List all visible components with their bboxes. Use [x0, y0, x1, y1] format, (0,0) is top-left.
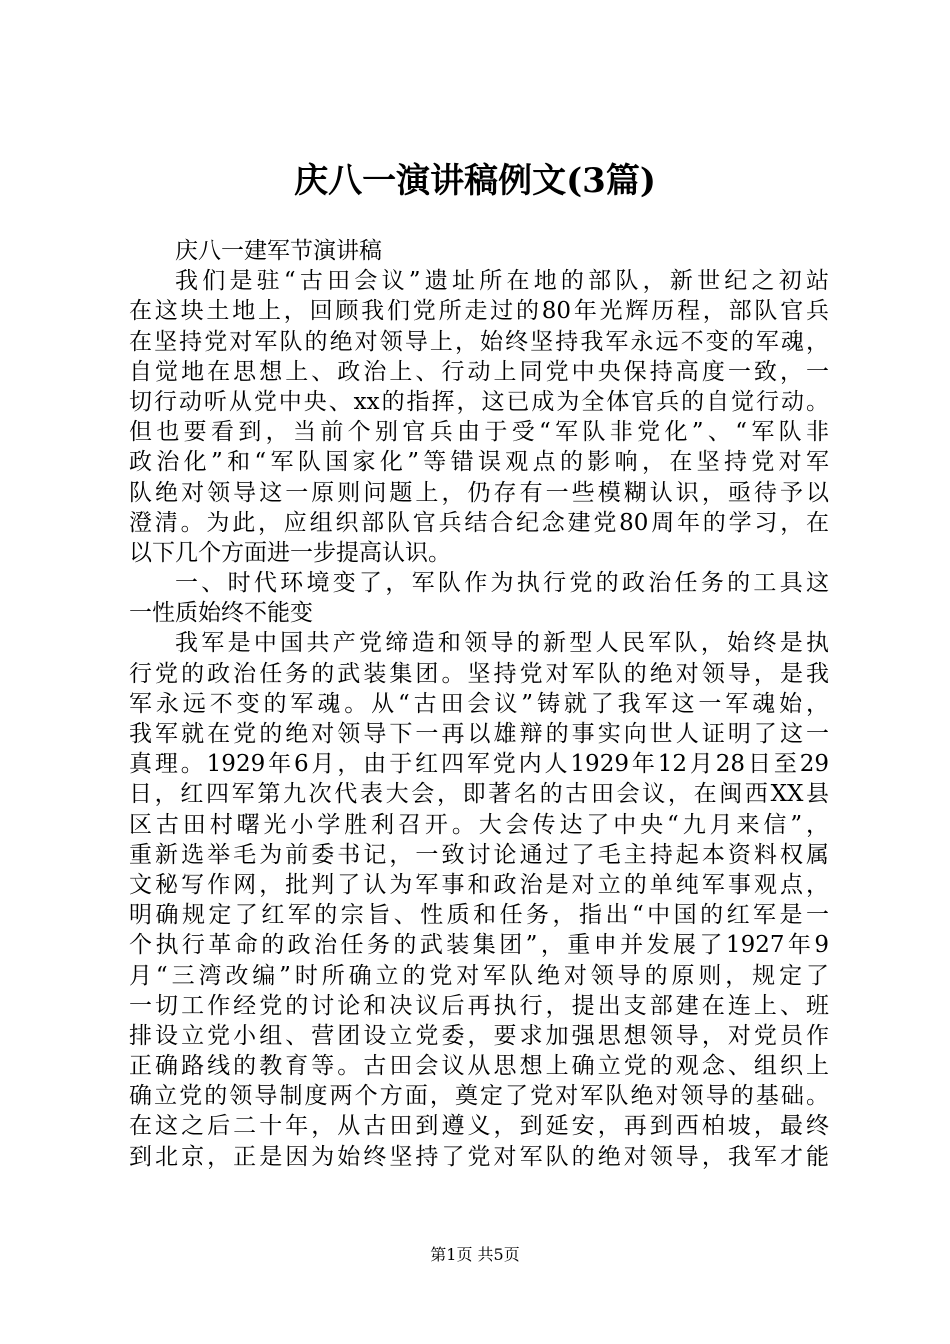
- text-line: 到北京，正是因为始终坚持了党对军队的绝对领导，我军才能: [129, 1143, 829, 1170]
- text-line: 以下几个方面进一步提高认识。: [129, 539, 451, 566]
- text-line: 我们是驻“古田会议”遗址所在地的部队，新世纪之初站: [175, 268, 829, 295]
- text-line: 但也要看到，当前个别官兵由于受“军队非党化”、“军队非: [129, 419, 829, 446]
- text-line: 一切工作经党的讨论和决议后再执行，提出支部建在连上、班: [129, 992, 829, 1019]
- document-body: [129, 236, 829, 1172]
- text-line: 我军就在党的绝对领导下一再以雄辩的事实向世人证明了这一: [129, 721, 829, 747]
- text-line: 真理。1929年6月，由于红四军党内人1929年12月28日至29: [129, 751, 829, 778]
- text-line: 文秘写作网，批判了认为军事和政治是对立的单纯军事观点，: [129, 871, 829, 898]
- document-title: 庆八一演讲稿例文(3篇): [294, 161, 656, 201]
- text-line: 我军是中国共产党缔造和领导的新型人民军队，始终是执: [175, 630, 829, 657]
- text-line: 澄清。为此，应组织部队官兵结合纪念建党80周年的学习，在: [129, 509, 829, 536]
- text-line: 月“三湾改编”时所确立的党对军队绝对领导的原则，规定了: [129, 962, 829, 989]
- text-line: 日，红四军第九次代表大会，即著名的古田会议，在闽西XX县: [129, 781, 829, 808]
- text-line: 切行动听从党中央、xx的指挥，这已成为全体官兵的自觉行动。: [129, 388, 829, 415]
- text-line: 个执行革命的政治任务的武装集团”，重申并发展了1927年9: [129, 932, 829, 959]
- text-line: 军永远不变的军魂。从“古田会议”铸就了我军这一军魂始，: [129, 690, 829, 717]
- text-line: 庆八一建军节演讲稿: [175, 238, 382, 264]
- text-line: 确立党的领导制度两个方面，奠定了党对军队绝对领导的基础。: [129, 1083, 829, 1110]
- text-line: 行党的政治任务的武装集团。坚持党对军队的绝对领导，是我: [129, 660, 829, 687]
- text-line: 在坚持党对军队的绝对领导上，始终坚持我军永远不变的军魂，: [129, 328, 829, 355]
- page-footer: 第1页 共5页: [430, 1245, 520, 1264]
- text-line: 政治化”和“军队国家化”等错误观点的影响，在坚持党对军: [129, 449, 829, 476]
- text-line: 一性质始终不能变: [129, 600, 313, 627]
- text-line: 区古田村曙光小学胜利召开。大会传达了中央“九月来信”，: [129, 811, 829, 838]
- text-line: 排设立党小组、营团设立党委，要求加强思想领导，对党员作: [129, 1022, 829, 1049]
- text-line: 在这之后二十年，从古田到遵义，到延安，再到西柏坡，最终: [129, 1113, 829, 1140]
- text-line: 自觉地在思想上、政治上、行动上同党中央保持高度一致，一: [129, 358, 829, 385]
- text-line: 重新选举毛为前委书记，一致讨论通过了毛主持起本资料权属: [129, 841, 829, 868]
- text-line: 在这块土地上，回顾我们党所走过的80年光辉历程，部队官兵: [129, 298, 829, 325]
- text-line: 队绝对领导这一原则问题上，仍存有一些模糊认识，亟待予以: [129, 479, 829, 506]
- text-line: 正确路线的教育等。古田会议从思想上确立党的观念、组织上: [129, 1053, 829, 1080]
- text-line: 一、时代环境变了，军队作为执行党的政治任务的工具这: [175, 570, 829, 597]
- text-line: 明确规定了红军的宗旨、性质和任务，指出“中国的红军是一: [129, 902, 829, 929]
